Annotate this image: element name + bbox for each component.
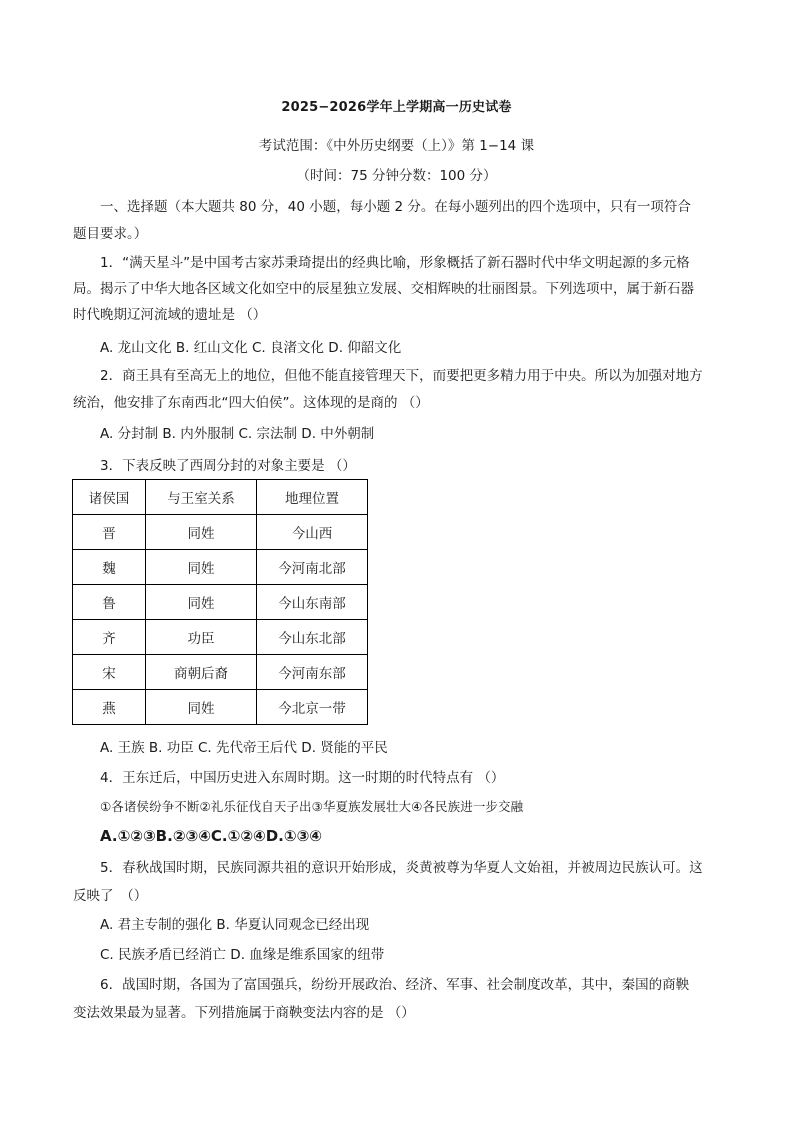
table-cell: 魏 (73, 550, 146, 585)
table-cell: 今北京一带 (257, 690, 368, 725)
table-header-cell: 与王室关系 (146, 480, 257, 515)
q2-options: A. 分封制 B. 内外服制 C. 宗法制 D. 中外朝制 (100, 426, 375, 442)
table-cell: 同姓 (146, 550, 257, 585)
table-cell: 功臣 (146, 620, 257, 655)
table-row (73, 585, 368, 620)
q1-stem-line2: 局。揭示了中华大地各区域文化如空中的辰星独立发展、交相辉映的壮丽图景。下列选项中，属于新石器 (73, 281, 694, 297)
q4-options: A.①②③B.②③④C.①②④D.①③④ (100, 827, 322, 845)
table-cell: 晋 (73, 515, 146, 550)
table-cell: 今河南北部 (257, 550, 368, 585)
table-cell: 同姓 (146, 585, 257, 620)
q5-options-line1: A. 君主专制的强化 B. 华夏认同观念已经出现 (100, 917, 370, 933)
table-row (73, 655, 368, 690)
exam-time-score: （时间：75 分钟分数：100 分） (296, 168, 497, 184)
q3-stem: 3．下表反映了西周分封的对象主要是 （） (100, 458, 356, 474)
table-header-row (73, 480, 368, 515)
q3-options: A. 王族 B. 功臣 C. 先代帝王后代 D. 贤能的平民 (100, 740, 388, 756)
q5-options-line2: C. 民族矛盾已经消亡 D. 血缘是维系国家的纽带 (100, 947, 385, 963)
table-row (73, 620, 368, 655)
table-cell: 今河南东部 (257, 655, 368, 690)
table-cell: 齐 (73, 620, 146, 655)
table-cell: 燕 (73, 690, 146, 725)
table-row (73, 550, 368, 585)
q5-stem-line1: 5．春秋战国时期，民族同源共祖的意识开始形成，炎黄被尊为华夏人文始祖，并被周边民族认可。这 (100, 860, 703, 876)
q6-stem-line1: 6．战国时期，各国为了富国强兵，纷纷开展政治、经济、军事、社会制度改革，其中，秦国的商鞅 (100, 977, 690, 993)
q1-stem-line3: 时代晚期辽河流域的遗址是 （） (73, 307, 267, 323)
table-cell: 同姓 (146, 690, 257, 725)
table-cell: 今山东北部 (257, 620, 368, 655)
table-cell: 今山东南部 (257, 585, 368, 620)
table-header-cell: 地理位置 (257, 480, 368, 515)
table-cell: 商朝后裔 (146, 655, 257, 690)
q1-options: A. 龙山文化 B. 红山文化 C. 良渚文化 D. 仰韶文化 (100, 340, 402, 356)
q1-stem-line1: 1．“满天星斗”是中国考古家苏秉琦提出的经典比喻，形象概括了新石器时代中华文明起源的多元格 (100, 255, 690, 271)
table-row (73, 690, 368, 725)
table-cell: 宋 (73, 655, 146, 690)
table-cell: 同姓 (146, 515, 257, 550)
table-cell: 今山西 (257, 515, 368, 550)
q4-items: ①各诸侯纷争不断②礼乐征伐自天子出③华夏族发展壮大④各民族进一步交融 (100, 799, 524, 814)
table-row (73, 515, 368, 550)
section-heading-line2: 题目要求。） (73, 226, 148, 242)
q6-stem-line2: 变法效果最为显著。下列措施属于商鞅变法内容的是 （） (73, 1005, 415, 1021)
q2-stem-line2: 统治，他安排了东南西北“四大伯侯”。这体现的是商的 （） (73, 395, 429, 411)
exam-title: 2025−2026学年上学期高一历史试卷 (281, 100, 512, 115)
q2-stem-line1: 2．商王具有至高无上的地位，但他不能直接管理天下，而要把更多精力用于中央。所以为加强对地方 (100, 368, 703, 384)
q4-stem: 4．王东迁后，中国历史进入东周时期。这一时期的时代特点有 （） (100, 770, 505, 786)
table-header-cell: 诸侯国 (73, 480, 146, 515)
q3-table (72, 479, 368, 725)
exam-scope: 考试范围：《中外历史纲要（上）》第 1−14 课 (258, 138, 535, 154)
section-heading-line1: 一、选择题（本大题共 80 分，40 小题，每小题 2 分。在每小题列出的四个选项中，只有一项符合 (100, 199, 691, 215)
table-cell: 鲁 (73, 585, 146, 620)
q5-stem-line2: 反映了 （） (73, 888, 148, 904)
